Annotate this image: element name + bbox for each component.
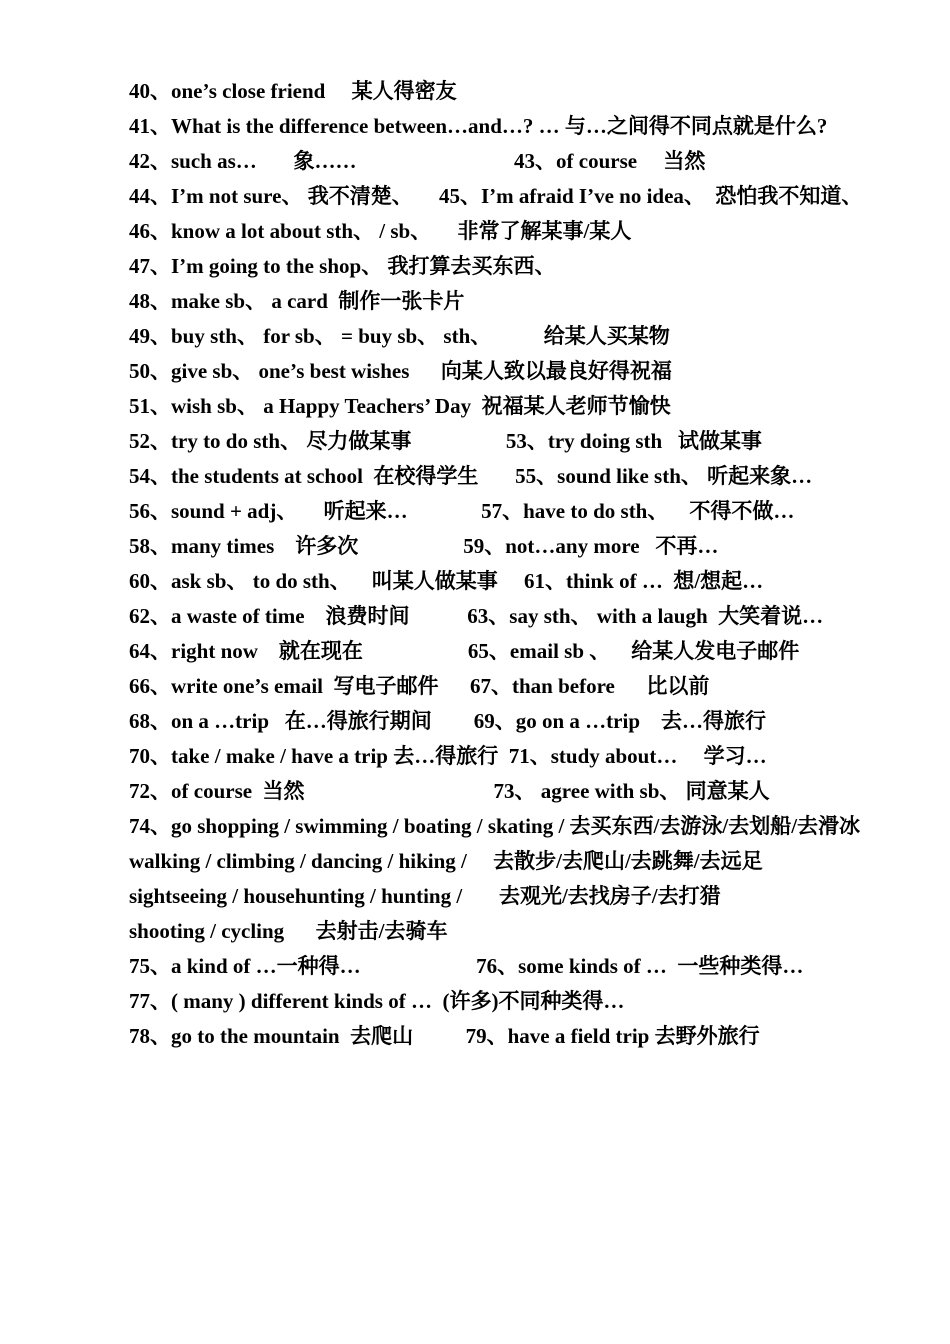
line-75-76: 75、a kind of …一种得… 76、some kinds of … 一些种类得… [129,954,804,978]
line-50: 50、give sb、 one’s best wishes 向某人致以最良好得祝福 [129,359,672,383]
line-56-57: 56、sound + adj、 听起来… 57、have to do sth、 不得不做… [129,499,795,523]
line-66-67: 66、write one’s email 写电子邮件 67、than before 比以前 [129,674,710,698]
line-68-69: 68、on a …trip 在…得旅行期间 69、go on a …trip 去…得旅行 [129,709,767,733]
line-48: 48、make sb、 a card 制作一张卡片 [129,289,465,313]
line-40: 40、one’s close friend 某人得密友 [129,79,457,103]
document-page [129,74,889,1054]
line-41: 41、What is the difference between…and…? … 与…之间得不同点就是什么? [129,114,828,138]
line-58-59: 58、many times 许多次 59、not…any more 不再… [129,534,719,558]
line-47: 47、I’m going to the shop、 我打算去买东西、 [129,254,556,278]
line-49: 49、buy sth、 for sb、 = buy sb、 sth、 给某人买某物 [129,324,670,348]
line-62-63: 62、a waste of time 浪费时间 63、say sth、 with a laugh 大笑着说… [129,604,824,628]
line-72-73: 72、of course 当然 73、 agree with sb、 同意某人 [129,779,770,803]
line-78-79: 78、go to the mountain 去爬山 79、have a field trip 去野外旅行 [129,1024,760,1048]
line-51: 51、wish sb、 a Happy Teachers’ Day 祝福某人老师节愉快 [129,394,671,418]
line-52-53: 52、try to do sth、 尽力做某事 53、try doing sth 试做某事 [129,429,762,453]
line-54-55: 54、the students at school 在校得学生 55、sound like sth、 听起来象… [129,464,813,488]
line-74: 74、go shopping / swimming / boating / skating / 去买东西/去游泳/去划船/去滑冰 [129,814,861,838]
line-74-shooting: shooting / cycling 去射击/去骑车 [129,919,448,943]
line-46: 46、know a lot about sth、 / sb、 非常了解某事/某人 [129,219,632,243]
line-60-61: 60、ask sb、 to do sth、 叫某人做某事 61、think of … 想/想起… [129,569,764,593]
line-70-71: 70、take / make / have a trip 去…得旅行 71、study about… 学习… [129,744,767,768]
line-44-45: 44、I’m not sure、 我不清楚、 45、I’m afraid I’ve no idea、 恐怕我不知道、 [129,184,863,208]
line-64-65: 64、right now 就在现在 65、email sb 、 给某人发电子邮件 [129,639,800,663]
line-74-sightseeing: sightseeing / househunting / hunting / 去观光/去找房子/去打猎 [129,884,721,908]
line-77: 77、( many ) different kinds of … (许多)不同种类得… [129,989,625,1013]
line-74-walking: walking / climbing / dancing / hiking / 去散步/去爬山/去跳舞/去远足 [129,849,763,873]
line-42-43: 42、such as… 象…… 43、of course 当然 [129,149,706,173]
